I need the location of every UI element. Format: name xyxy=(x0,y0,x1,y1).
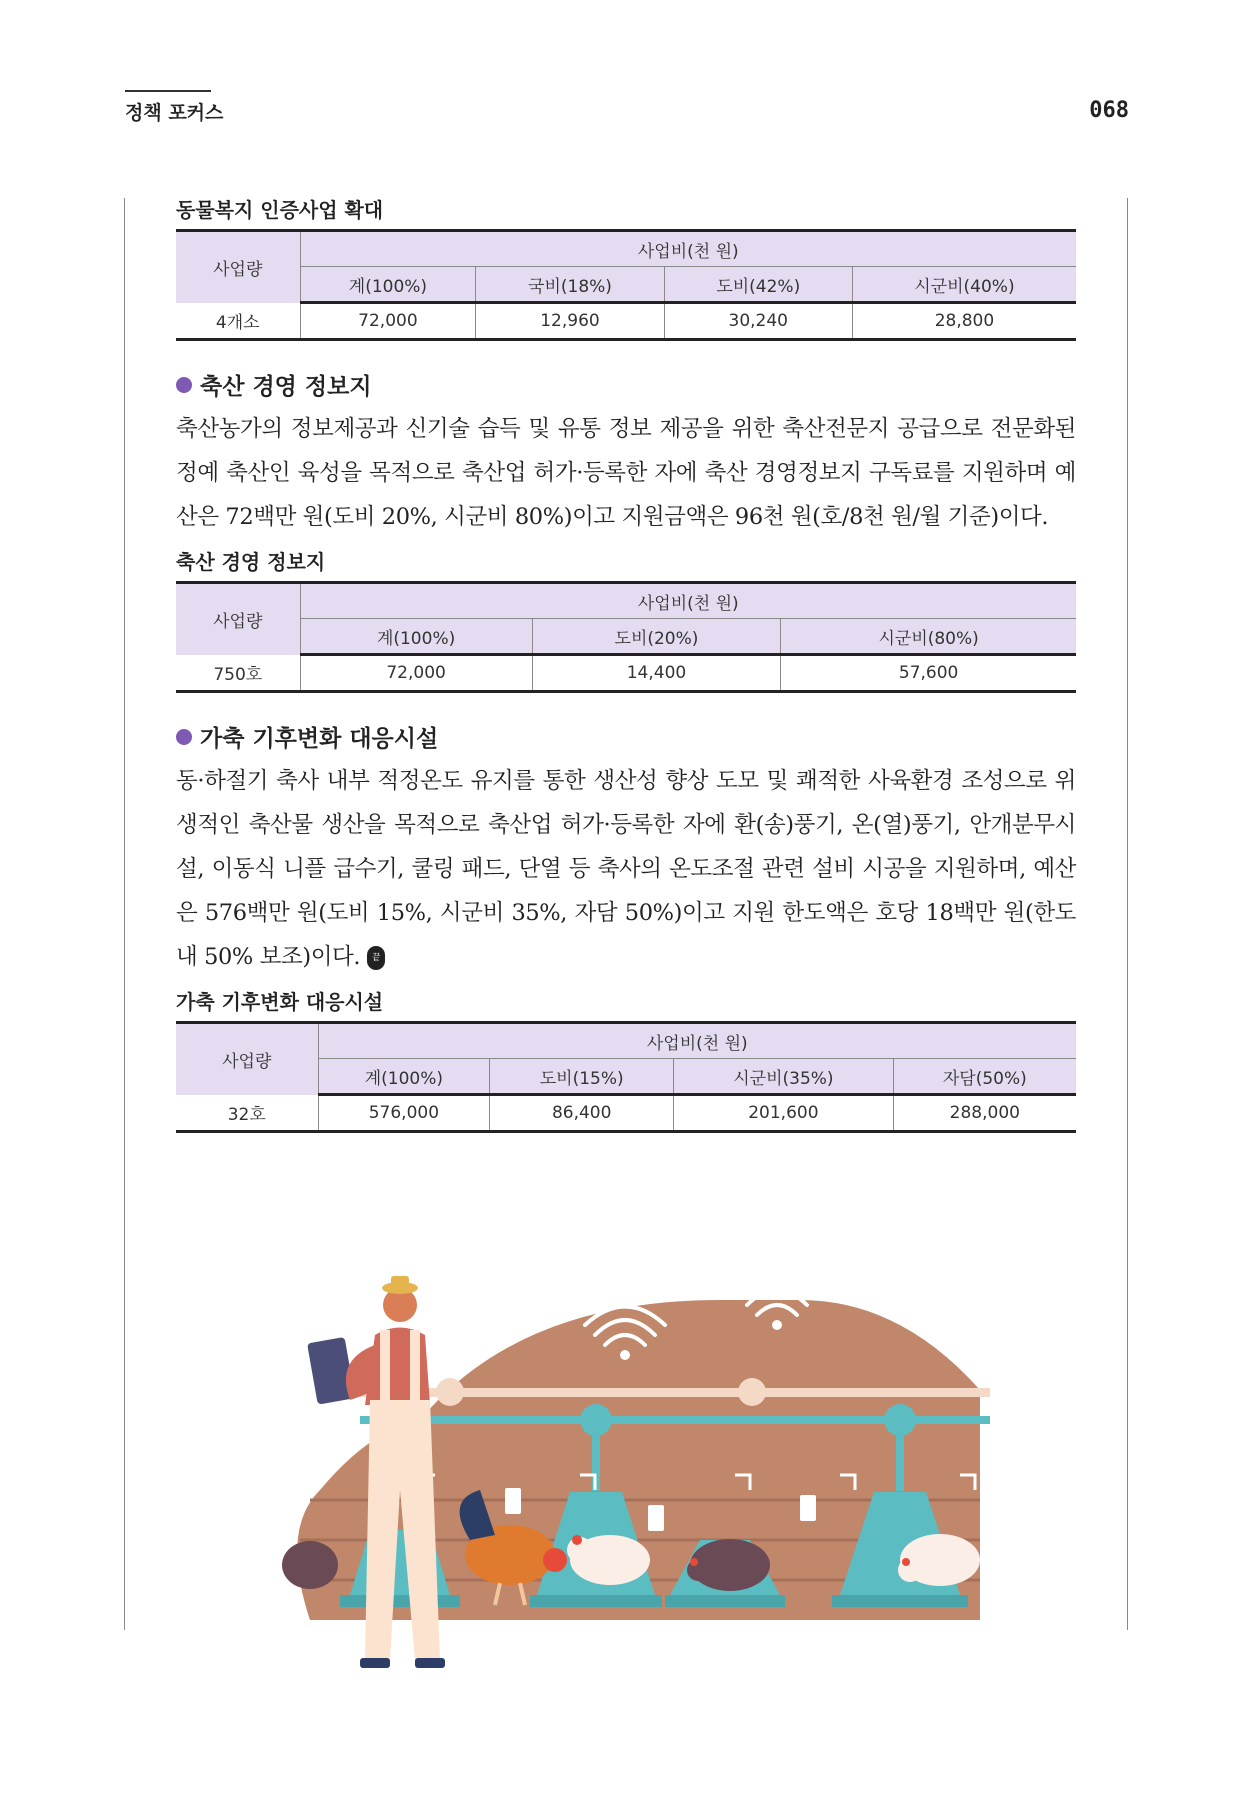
table2-group-header: 사업비(천 원) xyxy=(300,583,1076,619)
table3-col-header: 계(100%) xyxy=(318,1059,490,1095)
header-rule xyxy=(125,90,211,92)
table2-cell: 72,000 xyxy=(300,655,532,692)
table1-row-header: 사업량 xyxy=(176,231,300,303)
table3-caption: 가축 기후변화 대응시설 xyxy=(176,990,384,1014)
page-number: 068 xyxy=(1089,98,1129,123)
section1-title: 축산 경영 정보지 xyxy=(200,374,372,400)
table1-cell: 28,800 xyxy=(852,303,1076,340)
table3-cell: 201,600 xyxy=(674,1095,893,1132)
table2-cell: 14,400 xyxy=(532,655,781,692)
table3-cell: 576,000 xyxy=(318,1095,490,1132)
brown-hen xyxy=(282,1541,338,1589)
table2-block xyxy=(176,546,1076,693)
table1-col-header: 시군비(40%) xyxy=(852,267,1076,303)
bullet-icon xyxy=(176,377,192,393)
left-margin-line xyxy=(124,198,125,1630)
table3-group-header: 사업비(천 원) xyxy=(318,1023,1076,1059)
table2 xyxy=(176,581,1076,693)
table2-col-header: 시군비(80%) xyxy=(781,619,1076,655)
table1-block xyxy=(176,194,1076,341)
table1-cell: 30,240 xyxy=(664,303,852,340)
end-mark-icon: 끝 xyxy=(367,946,385,970)
table3-col-header: 도비(15%) xyxy=(490,1059,674,1095)
table1-cell: 12,960 xyxy=(476,303,664,340)
table3-cell: 32호 xyxy=(176,1095,318,1132)
table1-cell: 4개소 xyxy=(176,303,300,340)
table1 xyxy=(176,229,1076,341)
section1-paragraph: 축산농가의 정보제공과 신기술 습득 및 유통 정보 제공을 위한 축산전문지 공급으로 전문화된 정예 축산인 육성을 목적으로 축산업 허가·등록한 자에 축산 경영정보지 구독료를 지원하며 예산은 72백만 원(도비 20%, 시군비 80%)이고 지원금액은 96천 원(호/8천 원/월 기준)이다. xyxy=(176,416,1076,530)
right-margin-line xyxy=(1127,198,1128,1630)
table3-cell: 288,000 xyxy=(893,1095,1076,1132)
wifi-dot xyxy=(620,1350,630,1360)
table1-col-header: 계(100%) xyxy=(300,267,476,303)
table2-row-header: 사업량 xyxy=(176,583,300,655)
section2-block xyxy=(176,720,1076,979)
table1-cell: 72,000 xyxy=(300,303,476,340)
table1-group-header: 사업비(천 원) xyxy=(300,231,1076,267)
table3-block xyxy=(176,986,1076,1133)
table-row xyxy=(176,655,1076,692)
section1-block xyxy=(176,368,1076,539)
table3-cell: 86,400 xyxy=(490,1095,674,1132)
table3-row-header: 사업량 xyxy=(176,1023,318,1095)
table2-cell: 57,600 xyxy=(781,655,1076,692)
table2-col-header: 계(100%) xyxy=(300,619,532,655)
table3-col-header: 자담(50%) xyxy=(893,1059,1076,1095)
pipe-joint xyxy=(436,1378,464,1406)
table2-caption: 축산 경영 정보지 xyxy=(176,550,326,574)
table1-caption: 동물복지 인증사업 확대 xyxy=(176,198,384,222)
table3-col-header: 시군비(35%) xyxy=(674,1059,893,1095)
bullet-icon xyxy=(176,729,192,745)
section2-paragraph xyxy=(176,759,1076,979)
section-title: 정책 포커스 xyxy=(125,102,224,124)
smart-poultry-farm-illustration xyxy=(280,1240,1020,1670)
table2-col-header: 도비(20%) xyxy=(532,619,781,655)
section2-heading xyxy=(176,720,1076,753)
table1-col-header: 국비(18%) xyxy=(476,267,664,303)
table-row xyxy=(176,1095,1076,1132)
table3 xyxy=(176,1021,1076,1133)
table-row xyxy=(176,303,1076,340)
pipe-joint xyxy=(738,1378,766,1406)
section2-title: 가축 기후변화 대응시설 xyxy=(200,726,439,752)
section1-heading xyxy=(176,368,1076,401)
table1-col-header: 도비(42%) xyxy=(664,267,852,303)
section2-text: 동·하절기 축사 내부 적정온도 유지를 통한 생산성 향상 도모 및 쾌적한 사육환경 조성으로 위생적인 축산물 생산을 목적으로 축산업 허가·등록한 자에 환(송)풍기, 온(열)풍기, 안개분무시설, 이동식 니플 급수기, 쿨링 패드, 단열 등 축사의 온도조절 관련 설비 시공을 지원하며, 예산은 576백만 원(도비 15%, 시군비 35%, 자담 50%)이고 지원 한도액은 호당 18백만 원(한도 내 50% 보조)이다. xyxy=(176,768,1076,970)
wifi-dot xyxy=(772,1320,782,1330)
table2-cell: 750호 xyxy=(176,655,300,692)
